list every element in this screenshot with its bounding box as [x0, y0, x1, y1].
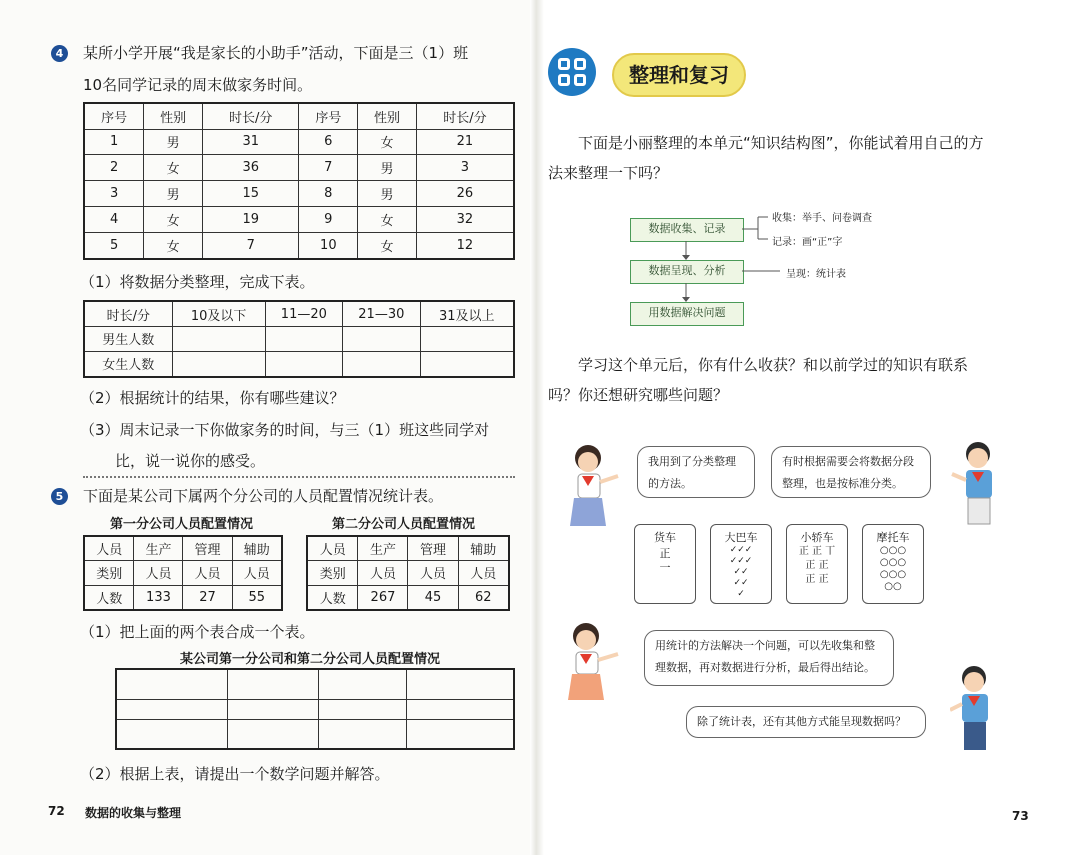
table-cell: 12: [416, 232, 514, 259]
table-row: [84, 585, 282, 610]
map-branch-present: 呈现：统计表: [786, 269, 846, 280]
page-fold: [530, 0, 544, 855]
table-row: [84, 207, 514, 233]
table-cell: 55: [232, 585, 282, 610]
answer-cell[interactable]: [227, 719, 319, 749]
row-label: 男生人数: [84, 327, 172, 352]
q4-sub3-line2: 比，说一说你的感受。: [115, 452, 266, 470]
header-cell: 时长/分: [416, 103, 514, 129]
table-cell: 21: [416, 129, 514, 155]
tally-card-truck: [634, 524, 696, 604]
header-cell: 时长/分: [84, 301, 172, 327]
q5-sub1: （1）把上面的两个表合成一个表。: [80, 623, 315, 641]
review-grid-icon: [548, 48, 596, 96]
girl-illustration: [566, 440, 626, 530]
table-cell: 4: [84, 207, 144, 233]
table-cell: 15: [203, 181, 299, 207]
header-cell: 时长/分: [203, 103, 299, 129]
right-page-number: 73: [1012, 809, 1029, 823]
boy-illustration-2: [950, 664, 1002, 756]
q5-sub2: （2）根据上表，请提出一个数学问题并解答。: [80, 765, 390, 783]
answer-cell[interactable]: [407, 719, 514, 749]
left-footer-text: 数据的收集与整理: [85, 806, 182, 820]
answer-cell[interactable]: [172, 327, 265, 352]
table-cell: 男: [144, 181, 203, 207]
table-cell: 3: [84, 181, 144, 207]
question-4-number: 4: [51, 45, 68, 62]
card-marks: 正 一: [659, 547, 671, 574]
table-row: [84, 129, 514, 155]
table-cell: 26: [416, 181, 514, 207]
table-cell: 6: [299, 129, 358, 155]
table-cell: 45: [408, 585, 458, 610]
table-cell: 62: [458, 585, 509, 610]
left-page-number: 72: [48, 804, 65, 818]
answer-cell[interactable]: [343, 351, 420, 377]
answer-cell[interactable]: [265, 327, 342, 352]
card-marks: ○○○ ○○○ ○○○ ○○: [879, 545, 907, 592]
right-question-line1: 学习这个单元后，你有什么收获？和以前学过的知识有联系: [578, 356, 969, 374]
answer-cell[interactable]: [265, 351, 342, 377]
table-row: [84, 181, 514, 207]
tally-card-motorcycle: [862, 524, 924, 604]
table-cell: 3: [416, 155, 514, 181]
map-node-solve: 用数据解决问题: [630, 302, 744, 326]
table-cell: 267: [358, 585, 408, 610]
section-divider: [83, 476, 515, 478]
table-cell: 133: [134, 585, 183, 610]
table-row: [84, 327, 514, 352]
answer-cell[interactable]: [319, 719, 407, 749]
company2-table: [306, 535, 510, 611]
answer-cell[interactable]: [319, 699, 407, 719]
header-cell: 人员: [84, 536, 134, 561]
table-cell: 8: [299, 181, 358, 207]
answer-cell[interactable]: [172, 351, 265, 377]
question-5-number: 5: [51, 488, 68, 505]
answer-cell[interactable]: [420, 351, 514, 377]
table-cell: 女: [144, 207, 203, 233]
table-cell: 男: [358, 181, 417, 207]
header-cell: 性别: [144, 103, 203, 129]
table-cell: 男: [358, 155, 417, 181]
tally-card-car: [786, 524, 848, 604]
answer-cell[interactable]: [420, 327, 514, 352]
header-cell: 31及以上: [420, 301, 514, 327]
answer-cell[interactable]: [227, 669, 319, 699]
header-cell: 类别: [307, 561, 358, 585]
map-branch-collect: 收集：举手、问卷调查: [772, 213, 872, 224]
tally-card-bus: [710, 524, 772, 604]
right-question-line2: 吗？你还想研究哪些问题？: [548, 386, 729, 404]
table-cell: 女: [144, 155, 203, 181]
section-title: 整理和复习: [612, 53, 746, 97]
classification-table: [83, 300, 515, 378]
row-label: 女生人数: [84, 351, 172, 377]
header-cell: 生产: [358, 536, 408, 561]
table-cell: 19: [203, 207, 299, 233]
q4-sub3-line1: （3）周末记录一下你做家务的时间，与三（1）班这些同学对: [80, 421, 490, 439]
header-cell: 人员: [134, 561, 183, 585]
card-title: 货车: [654, 531, 676, 544]
q4-sub1: （1）将数据分类整理，完成下表。: [80, 273, 315, 291]
table-cell: 2: [84, 155, 144, 181]
header-cell: 人员: [358, 561, 408, 585]
map-node-present: 数据呈现、分析: [630, 260, 744, 284]
header-cell: 序号: [299, 103, 358, 129]
card-marks: ✓✓✓ ✓✓✓ ✓✓ ✓✓ ✓: [729, 545, 753, 599]
speech-bubble-3: 用统计的方法解决一个问题，可以先收集和整理数据，再对数据进行分析，最后得出结论。: [644, 630, 894, 686]
housework-table: [83, 102, 515, 260]
girl-illustration-2: [564, 620, 624, 712]
answer-cell[interactable]: [319, 669, 407, 699]
header-cell: 性别: [358, 103, 417, 129]
header-cell: 辅助: [232, 536, 282, 561]
answer-cell[interactable]: [116, 719, 227, 749]
speech-bubble-2: 有时根据需要会将数据分段整理，也是按标准分类。: [771, 446, 931, 498]
answer-cell[interactable]: [116, 699, 227, 719]
header-cell: 21—30: [343, 301, 420, 327]
card-title: 摩托车: [876, 531, 910, 544]
table-cell: 人数: [84, 585, 134, 610]
header-cell: 人员: [232, 561, 282, 585]
q4-text-line2: 10名同学记录的周末做家务时间。: [83, 76, 313, 94]
table-cell: 36: [203, 155, 299, 181]
table-cell: 5: [84, 232, 144, 259]
boy-illustration-1: [948, 438, 1004, 528]
table-row: [84, 351, 514, 377]
table2-title: 第二分公司人员配置情况: [332, 517, 476, 532]
table-cell: 1: [84, 129, 144, 155]
map-node-collect: 数据收集、记录: [630, 218, 744, 242]
company1-table: [83, 535, 283, 611]
table-cell: 10: [299, 232, 358, 259]
map-connectors: [620, 205, 900, 335]
answer-cell[interactable]: [227, 699, 319, 719]
table-cell: 女: [358, 129, 417, 155]
header-cell: 人员: [307, 536, 358, 561]
table-cell: 31: [203, 129, 299, 155]
q5-intro: 下面是某公司下属两个分公司的人员配置情况统计表。: [83, 487, 444, 505]
right-intro-line1: 下面是小丽整理的本单元“知识结构图”，你能试着用自己的方: [578, 134, 984, 152]
answer-cell[interactable]: [407, 699, 514, 719]
header-cell: 人员: [408, 561, 458, 585]
answer-cell[interactable]: [343, 327, 420, 352]
map-branch-record: 记录：画“正”字: [772, 237, 843, 248]
card-title: 大巴车: [724, 531, 758, 544]
table-row: [84, 155, 514, 181]
merged-table-title: 某公司第一分公司和第二分公司人员配置情况: [180, 652, 441, 667]
header-cell: 10及以下: [172, 301, 265, 327]
table-cell: 男: [144, 129, 203, 155]
answer-cell[interactable]: [407, 669, 514, 699]
header-cell: 序号: [84, 103, 144, 129]
card-marks: 正 正 丅 正 正 正 正: [798, 546, 836, 585]
table-row: [84, 232, 514, 259]
table-row: [307, 585, 509, 610]
table1-title: 第一分公司人员配置情况: [110, 517, 254, 532]
q4-sub2: （2）根据统计的结果，你有哪些建议？: [80, 389, 345, 407]
table-cell: 32: [416, 207, 514, 233]
card-title: 小轿车: [800, 531, 834, 544]
header-cell: 11—20: [265, 301, 342, 327]
header-cell: 类别: [84, 561, 134, 585]
right-intro-line2: 法来整理一下吗？: [548, 164, 669, 182]
q4-text-line1: 某所小学开展“我是家长的小助手”活动，下面是三（1）班: [83, 44, 469, 62]
header-cell: 生产: [134, 536, 183, 561]
answer-cell[interactable]: [116, 669, 227, 699]
table-cell: 人数: [307, 585, 358, 610]
table-cell: 7: [203, 232, 299, 259]
header-cell: 辅助: [458, 536, 509, 561]
table-cell: 9: [299, 207, 358, 233]
speech-bubble-1: 我用到了分类整理的方法。: [637, 446, 755, 498]
header-cell: 人员: [183, 561, 232, 585]
table-cell: 女: [144, 232, 203, 259]
merged-blank-table: [115, 668, 515, 750]
header-cell: 管理: [408, 536, 458, 561]
speech-bubble-4: 除了统计表，还有其他方式能呈现数据吗？: [686, 706, 926, 738]
header-cell: 管理: [183, 536, 232, 561]
table-cell: 27: [183, 585, 232, 610]
header-cell: 人员: [458, 561, 509, 585]
table-cell: 7: [299, 155, 358, 181]
table-cell: 女: [358, 232, 417, 259]
table-cell: 女: [358, 207, 417, 233]
